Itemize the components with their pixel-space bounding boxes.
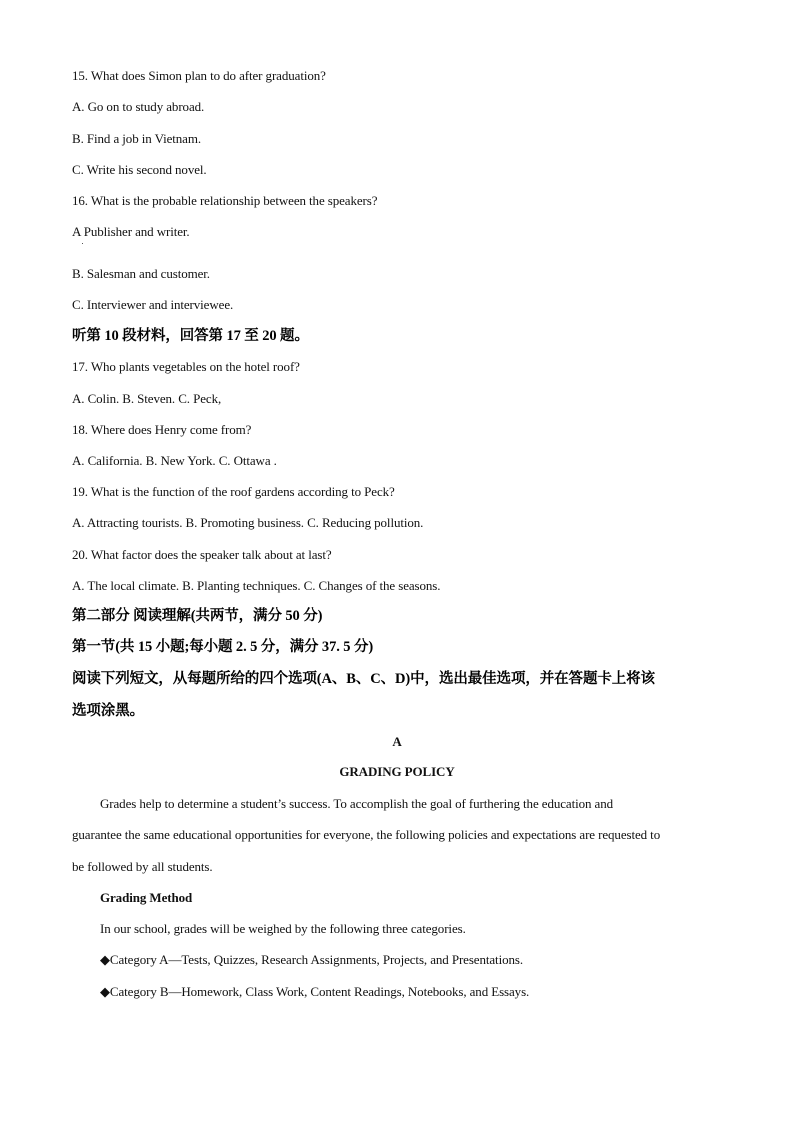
part-two-title: 第二部分 阅读理解(共两节，满分 50 分) — [72, 608, 323, 624]
passage-title: GRADING POLICY — [339, 764, 455, 779]
section-10-instruction: 听第 10 段材料，回答第 17 至 20 题。 — [72, 328, 309, 344]
question-17: 17. Who plants vegetables on the hotel roof? — [72, 359, 300, 374]
option-15a: A. Go on to study abroad. — [72, 99, 205, 114]
option-15b: B. Find a job in Vietnam. — [72, 131, 202, 146]
passage-letter: A — [392, 734, 402, 749]
question-15: 15. What does Simon plan to do after graduation? — [72, 68, 326, 83]
reading-instruction-line2: 选项涂黑。 — [72, 703, 144, 719]
question-19: 19. What is the function of the roof gardens according to Peck? — [72, 484, 395, 499]
option-16c: C. Interviewer and interviewee. — [72, 297, 234, 312]
section-one-title: 第一节(共 15 小题;每小题 2. 5 分，满分 37. 5 分) — [72, 639, 374, 655]
reading-instruction-line1: 阅读下列短文，从每题所给的四个选项(A、B、C、D)中，选出最佳选项，并在答题卡上将该 — [72, 671, 655, 687]
options-18: A. California. B. New York. C. Ottawa . — [72, 453, 277, 468]
question-16: 16. What is the probable relationship between the speakers? — [72, 193, 378, 208]
option-16b: B. Salesman and customer. — [72, 266, 210, 281]
paragraph-1-line2: guarantee the same educational opportunities for everyone, the following policies and expectations are requested to — [72, 827, 661, 842]
grading-intro: In our school, grades will be weighed by the following three categories. — [100, 921, 466, 936]
category-b: ◆Category B—Homework, Class Work, Content Readings, Notebooks, and Essays. — [100, 984, 530, 999]
question-20: 20. What factor does the speaker talk about at last? — [72, 547, 332, 562]
option-15c: C. Write his second novel. — [72, 162, 207, 177]
paragraph-1-line1: Grades help to determine a student’s success. To accomplish the goal of furthering the education and — [100, 796, 614, 811]
question-18: 18. Where does Henry come from? — [72, 422, 252, 437]
option-16a: A Publisher and writer. — [72, 224, 190, 239]
grading-method-heading: Grading Method — [100, 890, 193, 905]
options-17: A. Colin. B. Steven. C. Peck, — [72, 391, 222, 406]
category-a: ◆Category A—Tests, Quizzes, Research Assignments, Projects, and Presentations. — [100, 952, 523, 967]
options-19: A. Attracting tourists. B. Promoting business. C. Reducing pollution. — [72, 515, 424, 530]
stray-dot — [82, 243, 83, 244]
paragraph-1-line3: be followed by all students. — [72, 859, 213, 874]
options-20: A. The local climate. B. Planting techniques. C. Changes of the seasons. — [72, 578, 441, 593]
